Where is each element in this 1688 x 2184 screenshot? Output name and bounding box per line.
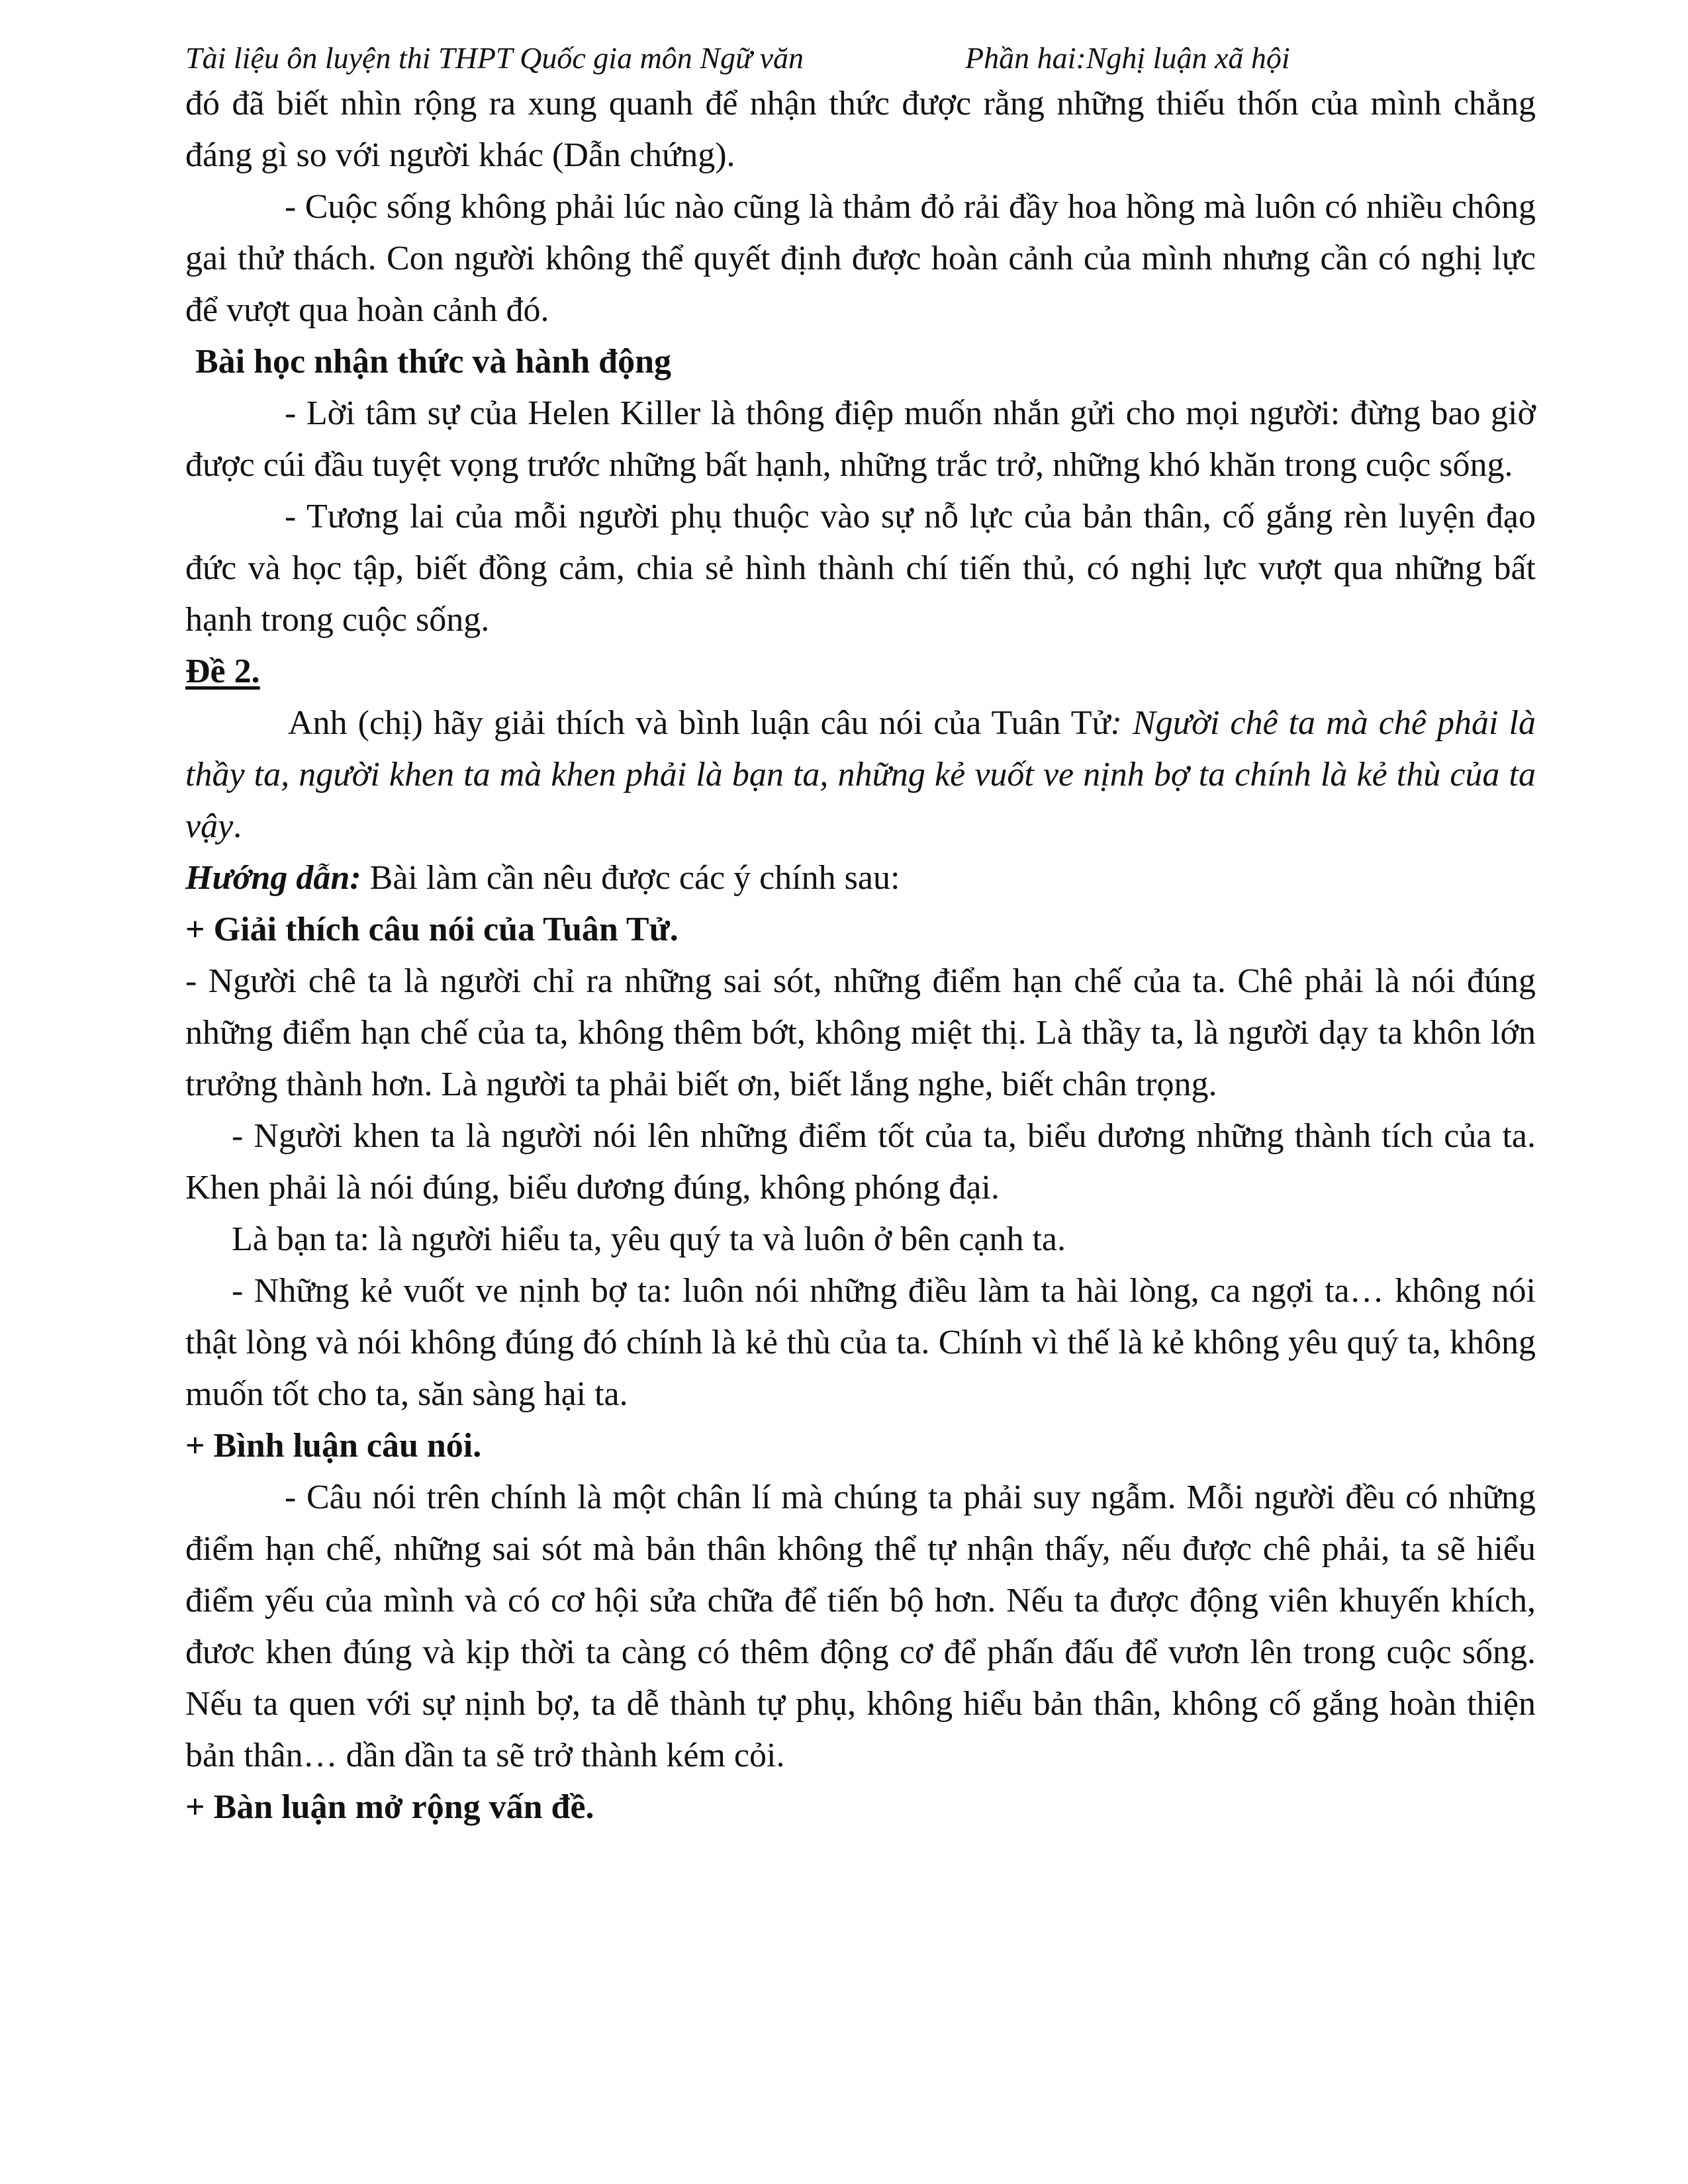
paragraph-praiser: - Người khen ta là người nói lên những điểm tốt của ta, biểu dương những thành tích của ta. Khen phải là nói đúng, biểu dương đúng, không phóng đại. — [185, 1117, 1536, 1206]
paragraph-helen-keller: - Lời tâm sự của Helen Killer là thông điệp muốn nhắn gửi cho mọi người: đừng bao giờ được cúi đầu tuyệt vọng trước những bất hạnh, những trắc trở, những khó khăn trong cuộc sống. — [185, 394, 1536, 484]
header-left-title: Tài liệu ôn luyện thi THPT Quốc gia môn Ngữ văn — [185, 41, 804, 75]
prompt-quote: : Người chê ta mà chê phải là thầy ta, người khen ta mà khen phải là bạn ta, những kẻ vuốt ve nịnh bợ ta chính là kẻ thù của ta vậy — [185, 704, 1536, 845]
paragraph-friend: Là bạn ta: là người hiểu ta, yêu quý ta và luôn ở bên cạnh ta. — [232, 1220, 1066, 1258]
heading-lesson: Bài học nhận thức và hành động — [195, 343, 672, 381]
paragraph-critic: - Người chê ta là người chỉ ra những sai sót, những điểm hạn chế của ta. Chê phải là nói đúng những điểm hạn chế của ta, không thêm bớt, không miệt thị. Là thầy ta, là người dạy ta khôn lớn trưởng thành hơn. Là người ta phải biết ơn, biết lắng nghe, biết chân trọng. — [185, 962, 1536, 1103]
guide-text: Bài làm cần nêu được các ý chính sau: — [361, 859, 900, 897]
heading-comment: + Bình luận câu nói. — [185, 1427, 482, 1465]
paragraph-flatterer: - Những kẻ vuốt ve nịnh bợ ta: luôn nói những điều làm ta hài lòng, ca ngợi ta… không nói thật lòng và nói không đúng đó chính là kẻ thù của ta. Chính vì thế là kẻ không yêu quý ta, không muốn tốt cho ta, săn sàng hại ta. — [185, 1272, 1536, 1413]
header-right-section: Phần hai:Nghị luận xã hội — [965, 41, 1290, 75]
heading-extend: + Bàn luận mở rộng vấn đề. — [185, 1788, 594, 1826]
exercise-prompt — [185, 698, 1536, 852]
paragraph-truth: - Câu nói trên chính là một chân lí mà chúng ta phải suy ngẫm. Mỗi người đều có những điểm hạn chế, những sai sót mà bản thân không thể tự nhận thấy, nếu được chê phải, ta sẽ hiểu điểm yếu của mình và có cơ hội sửa chữa để tiến bộ hơn. Nếu ta được động viên khuyến khích, đươc khen đúng và kịp thời ta càng có thêm động cơ để phấn đấu để vươn lên trong cuộc sống. Nếu ta quen với sự nịnh bợ, ta dễ thành tự phụ, không hiểu bản thân, không cố gắng hoàn thiện bản thân… dần dần ta sẽ trở thành kém cỏi. — [185, 1479, 1536, 1774]
prompt-text: Anh (chị) hãy giải thích và bình luận câu nói của Tuân Tử — [288, 704, 1111, 742]
document-body — [185, 78, 1536, 1833]
guide-line — [185, 852, 1536, 904]
paragraph-future: - Tương lai của mỗi người phụ thuộc vào sự nỗ lực của bản thân, cố gắng rèn luyện đạo đức và học tập, biết đồng cảm, chia sẻ hình thành chí tiến thủ, có nghị lực vượt qua những bất hạnh trong cuộc sống. — [185, 498, 1536, 639]
paragraph-life-challenges: - Cuộc sống không phải lúc nào cũng là thảm đỏ rải đầy hoa hồng mà luôn có nhiều chông gai thử thách. Con người không thể quyết định được hoàn cảnh của mình nhưng cần có nghị lực để vượt qua hoàn cảnh đó. — [185, 188, 1536, 329]
paragraph-continuation: đó đã biết nhìn rộng ra xung quanh để nhận thức được rằng những thiếu thốn của mình chẳng đáng gì so với người khác (Dẫn chứng). — [185, 85, 1536, 174]
heading-explain: + Giải thích câu nói của Tuân Tử. — [185, 911, 679, 948]
exercise-title — [185, 646, 1536, 698]
guide-label: Hướng dẫn: — [185, 859, 361, 897]
prompt-end: . — [233, 807, 242, 845]
exercise-title-text: Đề 2. — [185, 653, 260, 690]
page-header — [185, 38, 1536, 78]
